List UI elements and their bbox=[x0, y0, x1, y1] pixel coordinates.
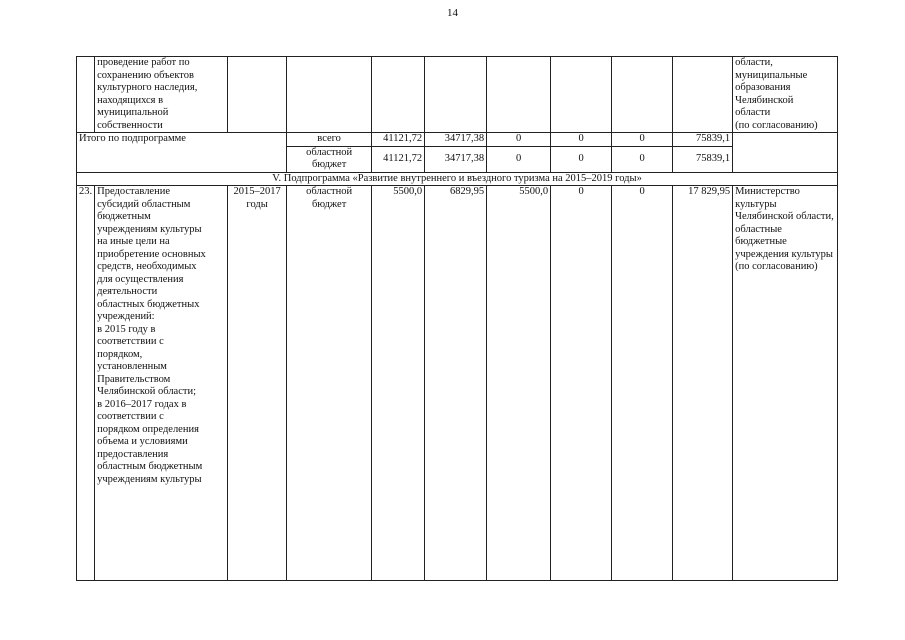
value-cell: 75839,1 bbox=[673, 146, 733, 172]
value-cell: 0 bbox=[487, 146, 551, 172]
totals-row-all bbox=[77, 133, 838, 147]
value-cell: 0 bbox=[612, 186, 673, 581]
value-cell: 0 bbox=[612, 133, 673, 147]
executor-cell: Министерство культуры Челябинской области, областные бюджетные учреждения культуры (по согласованию) bbox=[733, 186, 838, 581]
value-cell: 0 bbox=[551, 133, 612, 147]
activity-name-cell: Предоставление субсидий областным бюджетным учреждениям культуры на иные цели на приобретение основных средств, необходимых для осуществления деятельности областных бюджетных учреждений: в 2015 году в соответствии с порядком, установленным Правительством Челябинской области; в 2016–2017 годах в соответствии с порядком определения объема и условиями предоставления областным бюджетным учреждениям культуры bbox=[95, 186, 228, 581]
continued-name-cell: проведение работ по сохранению объектов культурного наследия, находящихся в муниципальной собственности bbox=[95, 57, 228, 133]
value-cell: 17 829,95 bbox=[673, 186, 733, 581]
value-cell: 0 bbox=[487, 133, 551, 147]
value-cell: 41121,72 bbox=[372, 133, 425, 147]
source-cell: областной бюджет bbox=[287, 186, 372, 581]
source-cell: всего bbox=[287, 133, 372, 147]
value-cell: 0 bbox=[551, 146, 612, 172]
program-table bbox=[76, 56, 838, 581]
section-heading-row bbox=[77, 172, 838, 186]
row-number: 23. bbox=[77, 186, 95, 581]
value-cell: 34717,38 bbox=[425, 146, 487, 172]
value-cell: 5500,0 bbox=[487, 186, 551, 581]
row-23 bbox=[77, 186, 838, 581]
value-cell: 6829,95 bbox=[425, 186, 487, 581]
value-cell: 75839,1 bbox=[673, 133, 733, 147]
totals-label: Итого по подпрограмме bbox=[77, 133, 287, 173]
section-title: V. Подпрограмма «Развитие внутреннего и въездного туризма на 2015–2019 годы» bbox=[77, 172, 838, 186]
continued-executor-cell: области, муниципальные образования Челябинской области (по согласованию) bbox=[733, 57, 838, 133]
value-cell: 34717,38 bbox=[425, 133, 487, 147]
continued-row bbox=[77, 57, 838, 133]
source-cell: областной бюджет bbox=[287, 146, 372, 172]
value-cell: 0 bbox=[551, 186, 612, 581]
value-cell: 41121,72 bbox=[372, 146, 425, 172]
page-number: 14 bbox=[447, 7, 458, 19]
value-cell: 5500,0 bbox=[372, 186, 425, 581]
years-cell: 2015–2017 годы bbox=[228, 186, 287, 581]
value-cell: 0 bbox=[612, 146, 673, 172]
